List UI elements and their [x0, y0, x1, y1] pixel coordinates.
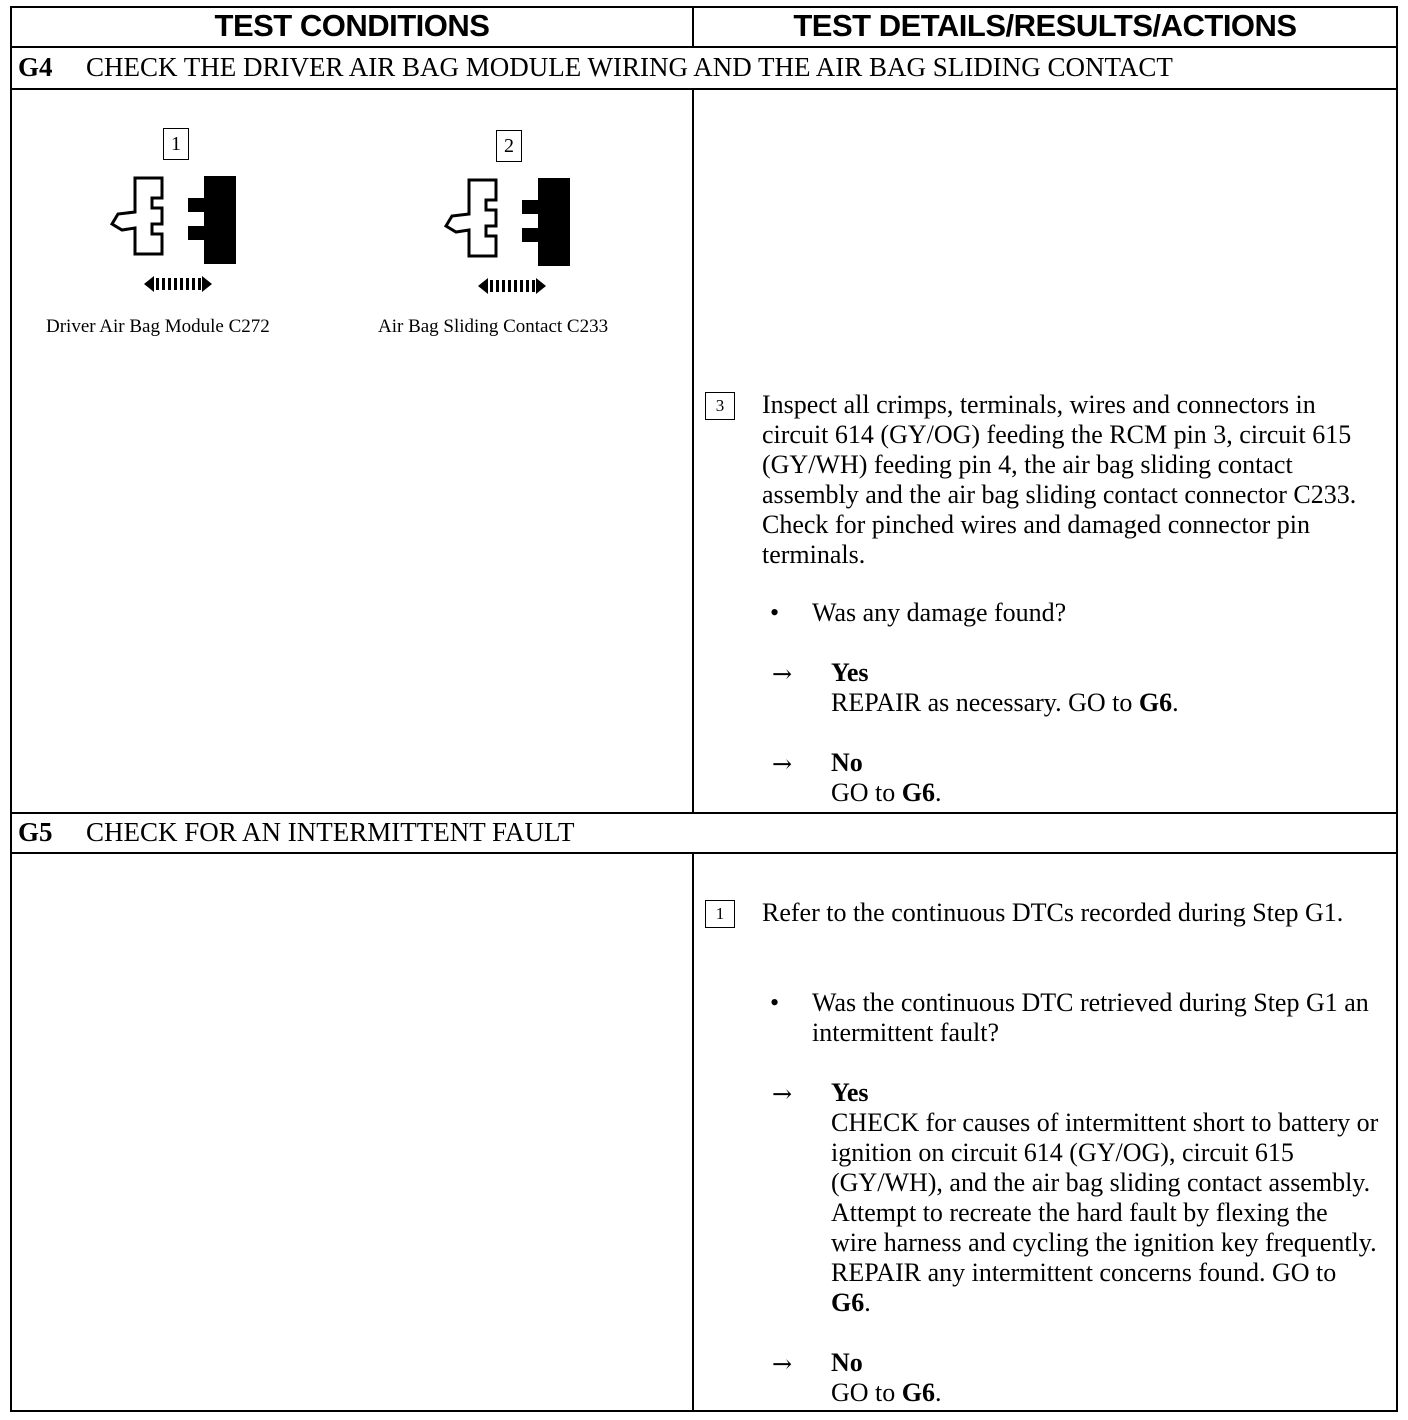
g4-code: G4	[18, 52, 53, 82]
g5-code: G5	[18, 817, 53, 847]
figure-2-number: 2	[496, 130, 522, 162]
header-divider	[10, 46, 1398, 48]
header-test-conditions: TEST CONDITIONS	[214, 8, 490, 43]
g5-no-arrow-icon: →	[772, 1350, 793, 1378]
g5-title-top-divider	[10, 812, 1398, 814]
g4-question: Was any damage found?	[812, 598, 1067, 627]
g4-section-title	[18, 52, 1173, 83]
g5-step-number: 1	[705, 900, 735, 928]
g4-step-number: 3	[705, 392, 735, 420]
g5-section-title	[18, 817, 575, 848]
g5-yes-action: CHECK for causes of intermittent short to battery or ignition on circuit 614 (GY/OG), circuit 615 (GY/WH), and the air bag sliding contact assembly. Attempt to recreate the hard fault by flexing the wire harness and cycling the ignition key frequently. REPAIR any intermittent concerns found. GO to G6.	[831, 1108, 1379, 1317]
figure-2-caption: Air Bag Sliding Contact C233	[378, 316, 609, 337]
g4-no-text: GO to	[831, 778, 902, 807]
g5-title: CHECK FOR AN INTERMITTENT FAULT	[86, 817, 575, 847]
connector-icon-2	[434, 170, 584, 300]
g4-yes-goto: G6	[1138, 688, 1173, 717]
g4-title: CHECK THE DRIVER AIR BAG MODULE WIRING AND THE AIR BAG SLIDING CONTACT	[86, 52, 1173, 82]
figure-1-caption: Driver Air Bag Module C272	[46, 316, 270, 337]
g4-yes-action: REPAIR as necessary. GO to G6.	[831, 688, 1179, 717]
g4-question-bullet: •	[770, 598, 780, 627]
connector-icon-1	[100, 168, 250, 298]
g5-no-goto: G6	[901, 1378, 936, 1407]
g4-no-label: No	[831, 748, 863, 777]
g5-yes-text: CHECK for causes of intermittent short to battery or ignition on circuit 614 (GY/OG), circuit 615 (GY/WH), and the air bag sliding contact assembly. Attempt to recreate the hard fault by flexing the wire harness and cycling the ignition key frequently. REPAIR any intermittent concerns found. GO to	[831, 1108, 1379, 1287]
g5-step-text: Refer to the continuous DTCs recorded during Step G1.	[762, 898, 1344, 927]
table-border-left	[10, 6, 12, 1412]
g5-no-label: No	[831, 1348, 863, 1377]
g4-yes-arrow-icon: →	[772, 660, 793, 688]
g5-column-divider	[692, 852, 694, 1412]
g4-title-divider	[10, 88, 1398, 90]
g4-no-arrow-icon: →	[772, 750, 793, 778]
header-test-details: TEST DETAILS/RESULTS/ACTIONS	[793, 8, 1297, 43]
table-border-bottom	[10, 1410, 1398, 1412]
g5-yes-goto: G6	[831, 1288, 865, 1317]
g4-step-text: Inspect all crimps, terminals, wires and connectors in circuit 614 (GY/OG) feeding the RCM pin 3, circuit 615 (GY/WH) feeding pin 4, the air bag sliding contact assembly and the air bag sliding contact connector C233. Check for pinched wires and damaged connector pin terminals.	[762, 390, 1357, 569]
g5-no-text: GO to	[831, 1378, 902, 1407]
g5-no-action: GO to G6.	[831, 1378, 942, 1407]
g5-yes-label: Yes	[831, 1078, 869, 1107]
g4-no-goto: G6	[901, 778, 936, 807]
g4-no-action: GO to G6.	[831, 778, 942, 807]
table-border-right	[1396, 6, 1398, 1412]
g4-yes-label: Yes	[831, 658, 869, 687]
g4-column-divider	[692, 88, 694, 814]
figure-1-number: 1	[163, 128, 189, 160]
g5-title-divider	[10, 852, 1398, 854]
g4-yes-text: REPAIR as necessary. GO to	[831, 688, 1139, 717]
g5-question-bullet: •	[770, 988, 780, 1017]
g5-question: Was the continuous DTC retrieved during Step G1 an intermittent fault?	[812, 988, 1369, 1047]
g5-yes-arrow-icon: →	[772, 1080, 793, 1108]
